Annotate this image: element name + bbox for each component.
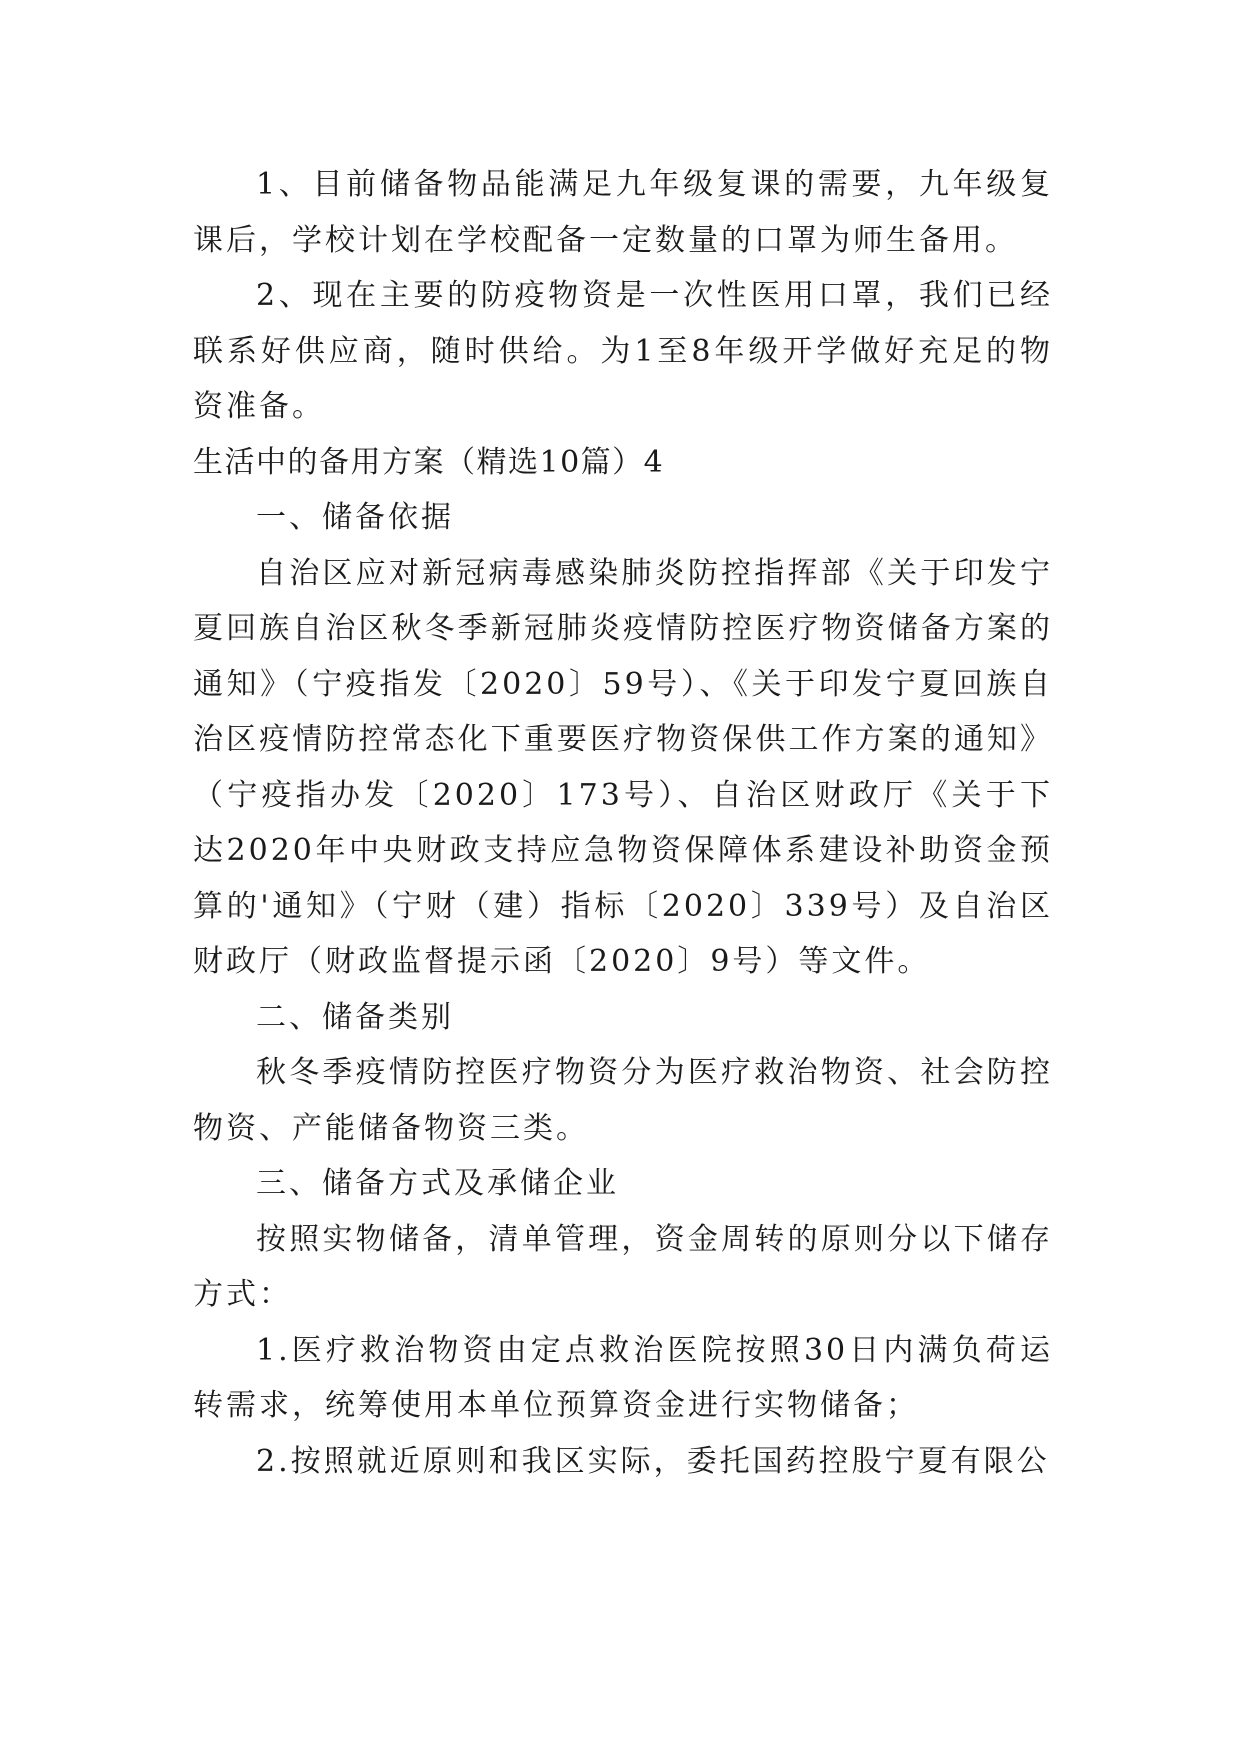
paragraph-reserve-basis: 自治区应对新冠病毒感染肺炎防控指挥部《关于印发宁夏回族自治区秋冬季新冠肺炎疫情防控医疗物资储备方案的通知》（宁疫指发〔2020〕59号）、《关于印发宁夏回族自治区疫情防控常态化下重要医疗物资保供工作方案的通知》（宁疫指办发〔2020〕173号）、自治区财政厅《关于下达2020年中央财政支持应急物资保障体系建设补助资金预算的'通知》（宁财（建）指标〔2020〕339号）及自治区财政厅（财政监督提示函〔2020〕9号）等文件。	[193, 555, 1053, 979]
paragraph-reserve-goods: 1、目前储备物品能满足九年级复课的需要，九年级复课后，学校计划在学校配备一定数量的口罩为师生备用。	[193, 167, 1053, 258]
heading-reserve-basis: 一、储备依据	[256, 500, 454, 535]
paragraph-reserve-method: 按照实物储备，清单管理，资金周转的原则分以下储存方式：	[193, 1221, 1053, 1312]
paragraph-reserve-category: 秋冬季疫情防控医疗物资分为医疗救治物资、社会防控物资、产能储备物资三类。	[193, 1055, 1053, 1146]
heading-reserve-method: 三、储备方式及承储企业	[256, 1166, 619, 1201]
section-title: 生活中的备用方案（精选10篇）4	[193, 444, 665, 480]
paragraph-method-item-2: 2.按照就近原则和我区实际，委托国药控股宁夏有限公	[256, 1443, 1050, 1479]
document-body	[193, 157, 1053, 1489]
paragraph-epidemic-supplies: 2、现在主要的防疫物资是一次性医用口罩，我们已经联系好供应商，随时供给。为1至8年级开学做好充足的物资准备。	[193, 278, 1053, 424]
paragraph-method-item-1: 1.医疗救治物资由定点救治医院按照30日内满负荷运转需求，统筹使用本单位预算资金进行实物储备；	[193, 1332, 1053, 1423]
heading-reserve-category: 二、储备类别	[256, 999, 454, 1035]
